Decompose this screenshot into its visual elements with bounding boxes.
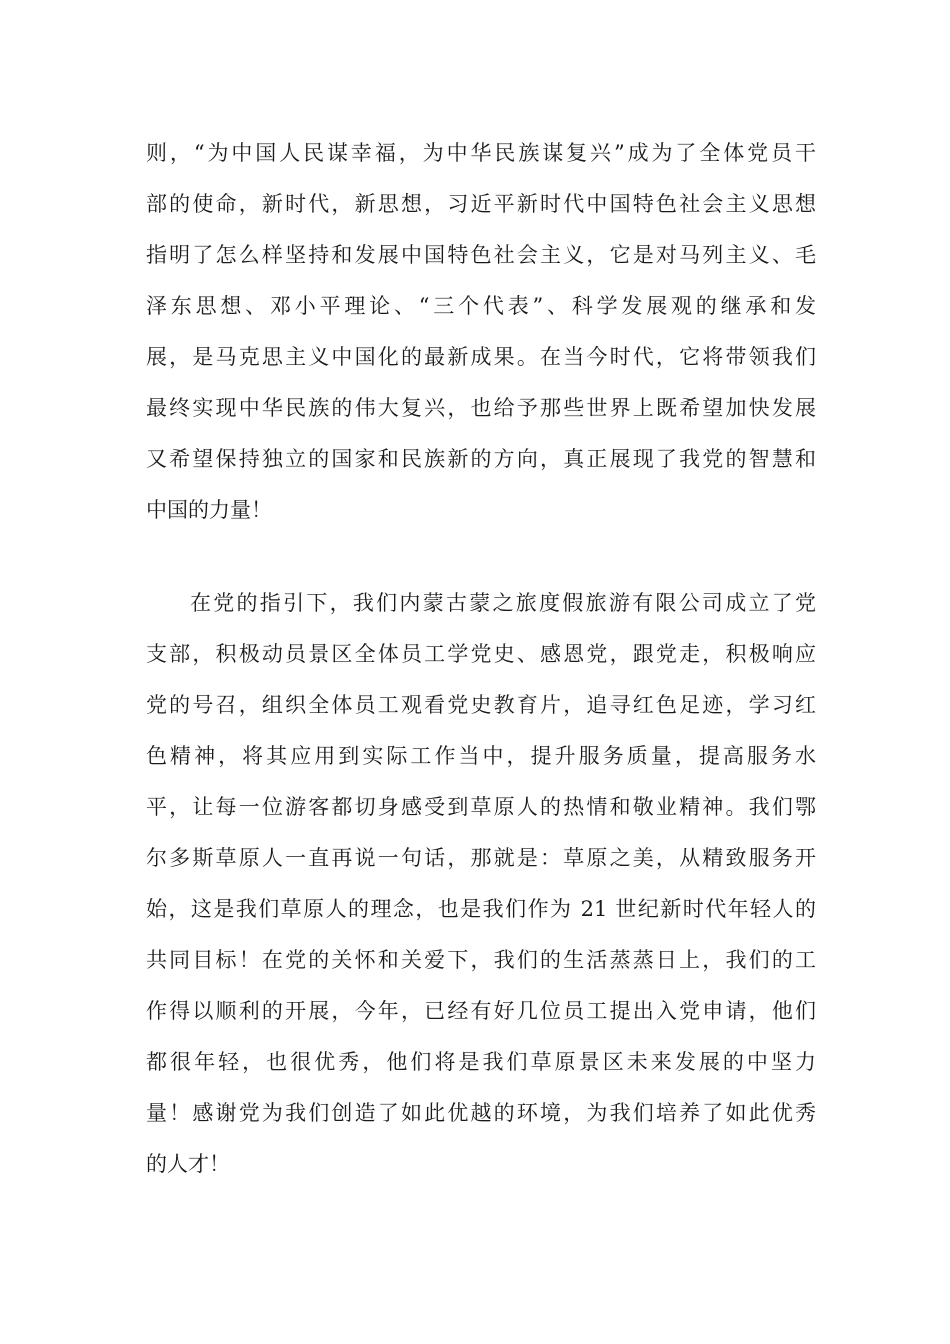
paragraph-line: 又希望保持独立的国家和民族新的方向，真正展现了我党的智慧和	[146, 447, 816, 471]
paragraph-line: 平，让每一位游客都切身感受到草原人的热情和敬业精神。我们鄂	[146, 795, 816, 819]
paragraph-line: 在党的指引下，我们内蒙古蒙之旅度假旅游有限公司成立了党	[190, 591, 816, 615]
paragraph-line: 指明了怎么样坚持和发展中国特色社会主义，它是对马列主义、毛	[146, 243, 816, 267]
paragraph-line: 尔多斯草原人一直再说一句话，那就是：草原之美，从精致服务开	[146, 846, 816, 870]
paragraph-line: 最终实现中华民族的伟大复兴，也给予那些世界上既希望加快发展	[146, 396, 816, 420]
paragraph-line: 作得以顺利的开展，今年，已经有好几位员工提出入党申请，他们	[146, 999, 816, 1023]
paragraph-line: 色精神，将其应用到实际工作当中，提升服务质量，提高服务水	[146, 744, 816, 768]
paragraph-line: 党的号召，组织全体员工观看党史教育片，追寻红色足迹，学习红	[146, 693, 816, 717]
paragraph-line: 则，“为中国人民谋幸福，为中华民族谋复兴”成为了全体党员干	[146, 141, 816, 165]
paragraph-line: 共同目标！在党的关怀和关爱下，我们的生活蒸蒸日上，我们的工	[146, 948, 816, 972]
paragraph-line: 都很年轻，也很优秀，他们将是我们草原景区未来发展的中坚力	[146, 1050, 816, 1074]
paragraph-line: 的人才！	[146, 1152, 230, 1176]
paragraph-line: 量！感谢党为我们创造了如此优越的环境，为我们培养了如此优秀	[146, 1101, 816, 1125]
paragraph-line: 泽东思想、邓小平理论、“三个代表”、科学发展观的继承和发	[146, 294, 816, 318]
paragraph-line: 始，这是我们草原人的理念，也是我们作为 21 世纪新时代年轻人的	[146, 897, 816, 921]
paragraph-1	[146, 128, 816, 536]
paragraph-2	[146, 578, 816, 1190]
paragraph-line: 中国的力量！	[146, 498, 272, 522]
paragraph-line: 支部，积极动员景区全体员工学党史、感恩党，跟党走，积极响应	[146, 642, 816, 666]
paragraph-line: 展，是马克思主义中国化的最新成果。在当今时代，它将带领我们	[146, 345, 816, 369]
paragraph-line: 部的使命，新时代，新思想，习近平新时代中国特色社会主义思想	[146, 192, 816, 216]
